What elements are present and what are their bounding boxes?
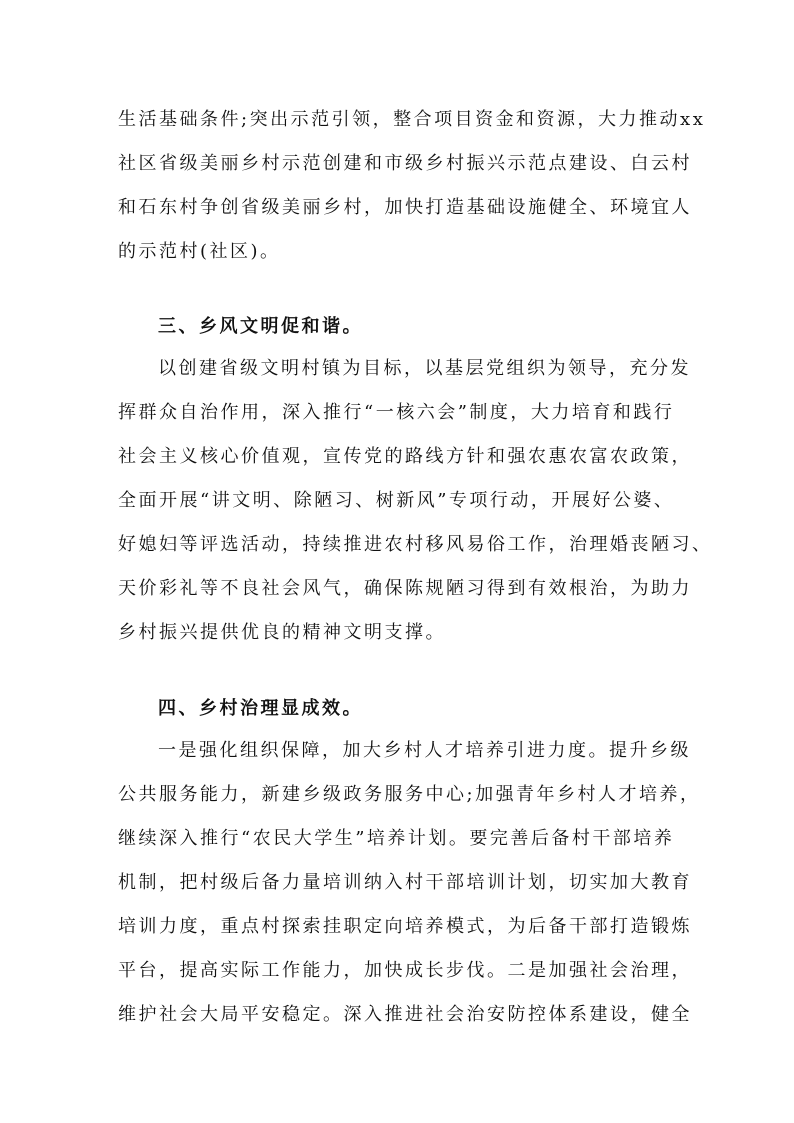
section-heading-4: 四、乡村治理显成效。 — [158, 698, 363, 719]
section-heading-3: 三、乡风文明促和谐。 — [158, 316, 363, 337]
paragraph-line: 机制，把村级后备力量培训纳入村干部培训计划，切实加大教育 — [118, 872, 692, 893]
paragraph-line: 以创建省级文明村镇为目标，以基层党组织为领导，充分发 — [158, 358, 691, 379]
paragraph-line: 一是强化组织保障，加大乡村人才培养引进力度。提升乡级 — [158, 740, 691, 761]
paragraph-line: 平台，提高实际工作能力，加快成长步伐。二是加强社会治理， — [118, 960, 692, 981]
paragraph-line: 社区省级美丽乡村示范创建和市级乡村振兴示范点建设、白云村 — [118, 153, 692, 174]
paragraph-line: 乡村振兴提供优良的精神文明支撑。 — [118, 622, 446, 643]
paragraph-line: 挥群众自治作用，深入推行“一核六会”制度，大力培育和践行 — [118, 402, 675, 423]
paragraph-line: 和石东村争创省级美丽乡村，加快打造基础设施健全、环境宜人 — [118, 197, 692, 218]
paragraph-line: 好媳妇等评选活动，持续推进农村移风易俗工作，治理婚丧陋习、 — [118, 534, 713, 555]
paragraph-line: 全面开展“讲文明、除陋习、树新风”专项行动，开展好公婆、 — [118, 490, 675, 511]
paragraph-line: 社会主义核心价值观，宣传党的路线方针和强农惠农富农政策， — [118, 446, 692, 467]
paragraph-line: 公共服务能力，新建乡级政务服务中心;加强青年乡村人才培养， — [118, 784, 701, 805]
paragraph-line: 培训力度，重点村探索挂职定向培养模式，为后备干部打造锻炼 — [118, 916, 692, 937]
paragraph-line: 维护社会大局平安稳定。深入推进社会治安防控体系建设，健全 — [118, 1004, 692, 1025]
paragraph-line: 生活基础条件;突出示范引领，整合项目资金和资源，大力推动xx — [118, 109, 706, 130]
paragraph-line: 天价彩礼等不良社会风气，确保陈规陋习得到有效根治，为助力 — [118, 578, 692, 599]
paragraph-line: 的示范村(社区)。 — [118, 241, 281, 262]
paragraph-line: 继续深入推行“农民大学生”培养计划。要完善后备村干部培养 — [118, 828, 675, 849]
